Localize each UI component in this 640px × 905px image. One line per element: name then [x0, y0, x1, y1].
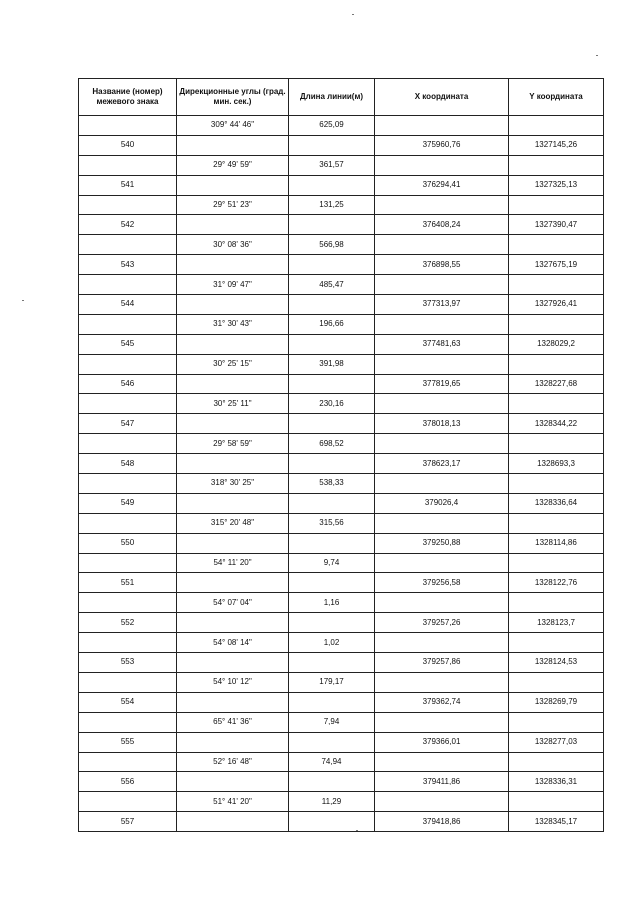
marker-name-cell [79, 672, 177, 692]
bearing-cell [177, 653, 289, 673]
x-coordinate-cell [375, 672, 509, 692]
marker-name-cell [79, 434, 177, 454]
marker-name-cell: 554 [79, 692, 177, 712]
line-length-cell [289, 414, 375, 434]
line-length-cell: 196,66 [289, 314, 375, 334]
x-coordinate-cell: 376294,41 [375, 175, 509, 195]
table-row [79, 275, 604, 295]
line-length-cell [289, 732, 375, 752]
bearing-cell: 31° 30' 43" [177, 314, 289, 334]
marker-name-cell [79, 195, 177, 215]
line-length-cell: 625,09 [289, 116, 375, 136]
marker-name-cell [79, 513, 177, 533]
x-coordinate-cell [375, 712, 509, 732]
y-coordinate-cell: 1327390,47 [509, 215, 604, 235]
bearing-cell: 30° 25' 11" [177, 394, 289, 414]
line-length-cell: 361,57 [289, 155, 375, 175]
table-row [79, 434, 604, 454]
y-coordinate-cell: 1328227,68 [509, 374, 604, 394]
table-row [79, 215, 604, 235]
table-row [79, 692, 604, 712]
bearing-cell [177, 175, 289, 195]
bearing-cell: 54° 10' 12" [177, 672, 289, 692]
y-coordinate-cell [509, 155, 604, 175]
bearing-cell [177, 454, 289, 474]
table-row [79, 812, 604, 832]
table-body [79, 116, 604, 832]
marker-name-cell: 547 [79, 414, 177, 434]
marker-name-cell [79, 474, 177, 494]
header-marker-name: Название (номер) межевого знака [79, 79, 177, 116]
bearing-cell: 29° 58' 59" [177, 434, 289, 454]
line-length-cell [289, 812, 375, 832]
y-coordinate-cell [509, 394, 604, 414]
line-length-cell: 230,16 [289, 394, 375, 414]
marker-name-cell: 550 [79, 533, 177, 553]
x-coordinate-cell [375, 394, 509, 414]
y-coordinate-cell: 1328123,7 [509, 613, 604, 633]
marker-name-cell: 545 [79, 334, 177, 354]
x-coordinate-cell [375, 593, 509, 613]
y-coordinate-cell: 1327325,13 [509, 175, 604, 195]
table-row [79, 732, 604, 752]
line-length-cell: 485,47 [289, 275, 375, 295]
bearing-cell: 30° 25' 15" [177, 354, 289, 374]
marker-name-cell [79, 593, 177, 613]
y-coordinate-cell: 1328122,76 [509, 573, 604, 593]
table-row [79, 493, 604, 513]
line-length-cell: 1,02 [289, 633, 375, 653]
header-line-length: Длина линии(м) [289, 79, 375, 116]
line-length-cell: 698,52 [289, 434, 375, 454]
bearing-cell [177, 692, 289, 712]
table-row [79, 772, 604, 792]
y-coordinate-cell [509, 434, 604, 454]
line-length-cell: 179,17 [289, 672, 375, 692]
header-y-coordinate: Y координата [509, 79, 604, 116]
table-row [79, 255, 604, 275]
x-coordinate-cell [375, 752, 509, 772]
y-coordinate-cell: 1327675,19 [509, 255, 604, 275]
line-length-cell: 1,16 [289, 593, 375, 613]
line-length-cell: 538,33 [289, 474, 375, 494]
table-row [79, 295, 604, 315]
marker-name-cell [79, 235, 177, 255]
x-coordinate-cell [375, 314, 509, 334]
bearing-cell [177, 533, 289, 553]
x-coordinate-cell [375, 116, 509, 136]
marker-name-cell [79, 116, 177, 136]
boundary-coordinates-table [78, 78, 604, 832]
y-coordinate-cell: 1328344,22 [509, 414, 604, 434]
line-length-cell: 11,29 [289, 792, 375, 812]
marker-name-cell: 541 [79, 175, 177, 195]
x-coordinate-cell: 379418,86 [375, 812, 509, 832]
y-coordinate-cell [509, 792, 604, 812]
table-row [79, 593, 604, 613]
x-coordinate-cell [375, 553, 509, 573]
y-coordinate-cell: 1328029,2 [509, 334, 604, 354]
marker-name-cell [79, 633, 177, 653]
table-row [79, 613, 604, 633]
y-coordinate-cell [509, 116, 604, 136]
table-row [79, 116, 604, 136]
bearing-cell: 54° 07' 04" [177, 593, 289, 613]
y-coordinate-cell [509, 314, 604, 334]
bearing-cell: 51° 41' 20" [177, 792, 289, 812]
bearing-cell: 29° 51' 23" [177, 195, 289, 215]
x-coordinate-cell [375, 633, 509, 653]
bearing-cell [177, 493, 289, 513]
y-coordinate-cell: 1328269,79 [509, 692, 604, 712]
table-row [79, 235, 604, 255]
y-coordinate-cell: 1328693,3 [509, 454, 604, 474]
x-coordinate-cell [375, 434, 509, 454]
table-row [79, 712, 604, 732]
marker-name-cell: 557 [79, 812, 177, 832]
marker-name-cell [79, 752, 177, 772]
x-coordinate-cell: 378018,13 [375, 414, 509, 434]
marker-name-cell: 549 [79, 493, 177, 513]
marker-name-cell [79, 275, 177, 295]
bearing-cell: 52° 16' 48" [177, 752, 289, 772]
bearing-cell [177, 255, 289, 275]
y-coordinate-cell [509, 235, 604, 255]
table-row [79, 394, 604, 414]
bearing-cell [177, 295, 289, 315]
x-coordinate-cell: 376408,24 [375, 215, 509, 235]
y-coordinate-cell: 1328124,53 [509, 653, 604, 673]
bearing-cell: 309° 44' 46" [177, 116, 289, 136]
line-length-cell [289, 692, 375, 712]
line-length-cell [289, 175, 375, 195]
table-row [79, 135, 604, 155]
table-row [79, 175, 604, 195]
y-coordinate-cell [509, 593, 604, 613]
marker-name-cell [79, 553, 177, 573]
bearing-cell [177, 732, 289, 752]
bearing-cell: 315° 20' 48" [177, 513, 289, 533]
line-length-cell: 9,74 [289, 553, 375, 573]
marker-name-cell [79, 155, 177, 175]
line-length-cell [289, 215, 375, 235]
bearing-cell [177, 135, 289, 155]
header-x-coordinate: X координата [375, 79, 509, 116]
line-length-cell: 131,25 [289, 195, 375, 215]
table-row [79, 553, 604, 573]
x-coordinate-cell: 379026,4 [375, 493, 509, 513]
line-length-cell: 391,98 [289, 354, 375, 374]
marker-name-cell: 540 [79, 135, 177, 155]
y-coordinate-cell: 1327145,26 [509, 135, 604, 155]
x-coordinate-cell: 379366,01 [375, 732, 509, 752]
bearing-cell: 54° 11' 20" [177, 553, 289, 573]
bearing-cell: 65° 41' 36" [177, 712, 289, 732]
line-length-cell [289, 493, 375, 513]
table-row [79, 573, 604, 593]
marker-name-cell: 553 [79, 653, 177, 673]
line-length-cell [289, 255, 375, 275]
x-coordinate-cell: 379362,74 [375, 692, 509, 712]
line-length-cell [289, 454, 375, 474]
x-coordinate-cell [375, 275, 509, 295]
x-coordinate-cell: 379257,26 [375, 613, 509, 633]
y-coordinate-cell [509, 633, 604, 653]
x-coordinate-cell: 379256,58 [375, 573, 509, 593]
x-coordinate-cell: 377313,97 [375, 295, 509, 315]
x-coordinate-cell [375, 474, 509, 494]
line-length-cell: 566,98 [289, 235, 375, 255]
bearing-cell [177, 772, 289, 792]
marker-name-cell: 542 [79, 215, 177, 235]
y-coordinate-cell [509, 553, 604, 573]
bearing-cell: 318° 30' 25" [177, 474, 289, 494]
x-coordinate-cell: 379257,86 [375, 653, 509, 673]
marker-name-cell: 551 [79, 573, 177, 593]
bearing-cell [177, 573, 289, 593]
header-bearing: Дирекционные углы (град. мин. сек.) [177, 79, 289, 116]
table-row [79, 374, 604, 394]
x-coordinate-cell: 375960,76 [375, 135, 509, 155]
bearing-cell: 31° 09' 47" [177, 275, 289, 295]
marker-name-cell: 546 [79, 374, 177, 394]
bearing-cell [177, 812, 289, 832]
y-coordinate-cell [509, 195, 604, 215]
bearing-cell: 29° 49' 59" [177, 155, 289, 175]
marker-name-cell: 543 [79, 255, 177, 275]
line-length-cell: 74,94 [289, 752, 375, 772]
marker-name-cell: 544 [79, 295, 177, 315]
y-coordinate-cell [509, 354, 604, 374]
table-row [79, 454, 604, 474]
table-row [79, 155, 604, 175]
table-row [79, 414, 604, 434]
x-coordinate-cell [375, 513, 509, 533]
line-length-cell [289, 772, 375, 792]
table-row [79, 314, 604, 334]
bearing-cell: 54° 08' 14" [177, 633, 289, 653]
y-coordinate-cell [509, 513, 604, 533]
y-coordinate-cell [509, 474, 604, 494]
y-coordinate-cell: 1328336,31 [509, 772, 604, 792]
table-row [79, 354, 604, 374]
line-length-cell [289, 653, 375, 673]
x-coordinate-cell: 377819,65 [375, 374, 509, 394]
x-coordinate-cell: 378623,17 [375, 454, 509, 474]
scan-speck [22, 300, 24, 301]
line-length-cell [289, 295, 375, 315]
table-row [79, 792, 604, 812]
y-coordinate-cell: 1328277,03 [509, 732, 604, 752]
bearing-cell: 30° 08' 36" [177, 235, 289, 255]
table-row [79, 195, 604, 215]
scan-speck [596, 55, 598, 56]
line-length-cell: 315,56 [289, 513, 375, 533]
marker-name-cell [79, 314, 177, 334]
y-coordinate-cell [509, 712, 604, 732]
x-coordinate-cell [375, 792, 509, 812]
table-row [79, 752, 604, 772]
marker-name-cell [79, 394, 177, 414]
line-length-cell: 7,94 [289, 712, 375, 732]
line-length-cell [289, 573, 375, 593]
table-row [79, 653, 604, 673]
x-coordinate-cell: 379411,86 [375, 772, 509, 792]
line-length-cell [289, 334, 375, 354]
marker-name-cell: 548 [79, 454, 177, 474]
table-row [79, 474, 604, 494]
line-length-cell [289, 135, 375, 155]
y-coordinate-cell: 1328114,86 [509, 533, 604, 553]
scan-speck [352, 14, 354, 15]
y-coordinate-cell [509, 275, 604, 295]
table-row [79, 533, 604, 553]
bearing-cell [177, 414, 289, 434]
bearing-cell [177, 334, 289, 354]
x-coordinate-cell: 379250,88 [375, 533, 509, 553]
x-coordinate-cell [375, 354, 509, 374]
line-length-cell [289, 533, 375, 553]
table-header-row [79, 79, 604, 116]
x-coordinate-cell: 376898,55 [375, 255, 509, 275]
marker-name-cell: 555 [79, 732, 177, 752]
x-coordinate-cell [375, 235, 509, 255]
marker-name-cell: 552 [79, 613, 177, 633]
x-coordinate-cell [375, 155, 509, 175]
y-coordinate-cell: 1327926,41 [509, 295, 604, 315]
marker-name-cell: 556 [79, 772, 177, 792]
bearing-cell [177, 215, 289, 235]
y-coordinate-cell: 1328336,64 [509, 493, 604, 513]
marker-name-cell [79, 354, 177, 374]
table-row [79, 513, 604, 533]
x-coordinate-cell: 377481,63 [375, 334, 509, 354]
bearing-cell [177, 613, 289, 633]
y-coordinate-cell: 1328345,17 [509, 812, 604, 832]
x-coordinate-cell [375, 195, 509, 215]
y-coordinate-cell [509, 672, 604, 692]
line-length-cell [289, 613, 375, 633]
marker-name-cell [79, 792, 177, 812]
line-length-cell [289, 374, 375, 394]
y-coordinate-cell [509, 752, 604, 772]
table-row [79, 633, 604, 653]
marker-name-cell [79, 712, 177, 732]
table-row [79, 672, 604, 692]
table-row [79, 334, 604, 354]
bearing-cell [177, 374, 289, 394]
